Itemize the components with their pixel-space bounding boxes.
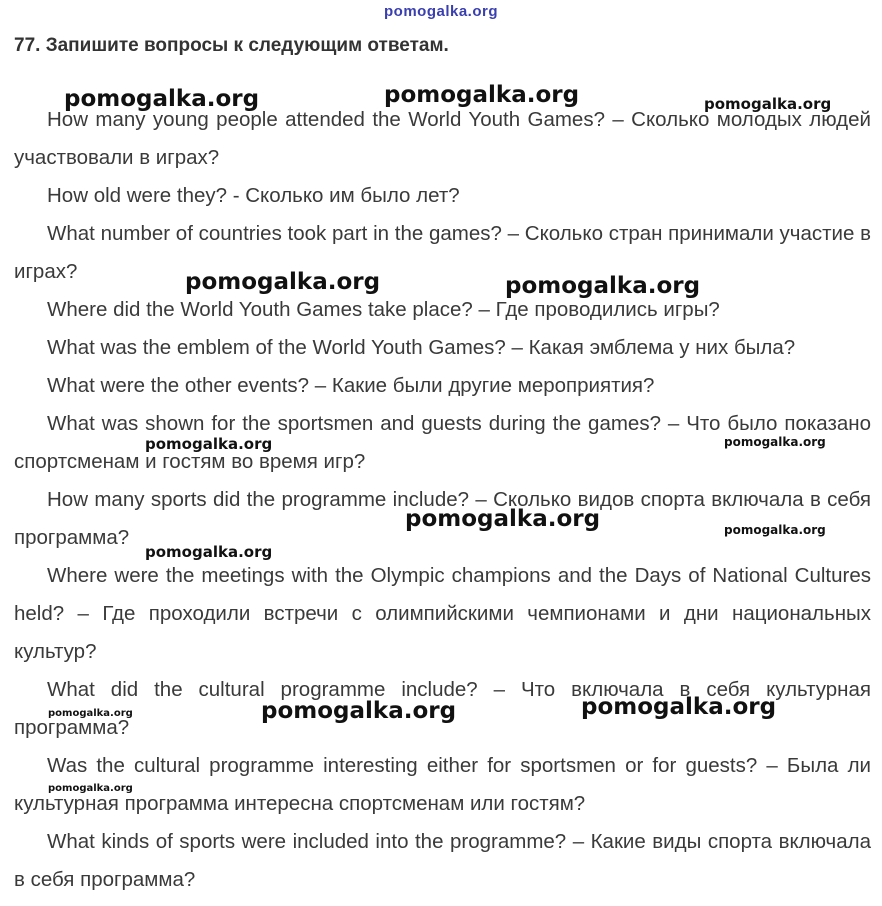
answers-list — [14, 101, 871, 899]
watermark: pomogalka.org — [581, 694, 777, 720]
watermark: pomogalka.org — [48, 708, 133, 719]
qa-paragraph: Was the cultural programme interesting either for sportsmen or for guests? – Была ли культурная программа интересна спортсменам или гостям? — [14, 754, 871, 815]
watermark: pomogalka.org — [48, 783, 133, 794]
watermark: pomogalka.org — [145, 543, 273, 561]
qa-paragraph: How many sports did the programme include? – Сколько видов спорта включала в себя программа? — [14, 488, 871, 549]
qa-paragraph: What were the other events? – Какие были другие мероприятия? — [47, 374, 655, 397]
qa-paragraph: What was shown for the sportsmen and guests during the games? – Что было показано спортсменам и гостям во время игр? — [14, 412, 871, 473]
qa-paragraph: Where did the World Youth Games take place? – Где проводились игры? — [47, 298, 720, 321]
watermark: pomogalka.org — [384, 82, 580, 108]
qa-paragraph: How old were they? - Сколько им было лет? — [47, 184, 460, 207]
watermark: pomogalka.org — [64, 86, 260, 112]
watermark: pomogalka.org — [724, 523, 826, 537]
watermark: pomogalka.org — [405, 506, 601, 532]
qa-paragraph: What was the emblem of the World Youth Games? – Какая эмблема у них была? — [47, 336, 796, 359]
qa-paragraph: How many young people attended the World Youth Games? – Сколько молодых людей участвовали в играх? — [14, 108, 871, 169]
watermark: pomogalka.org — [704, 95, 832, 113]
site-header-watermark: pomogalka.org — [384, 3, 499, 20]
watermark: pomogalka.org — [724, 435, 826, 449]
qa-paragraph: Where were the meetings with the Olympic champions and the Days of National Cultures held? – Где проходили встречи с олимпийскими чемпионами и дни национальных культур? — [14, 564, 871, 663]
exercise-title: 77. Запишите вопросы к следующим ответам. — [14, 35, 449, 56]
qa-paragraph: What kinds of sports were included into the programme? – Какие виды спорта включала в себя программа? — [14, 830, 871, 891]
watermark: pomogalka.org — [185, 269, 381, 295]
watermark: pomogalka.org — [261, 698, 457, 724]
qa-paragraph: What did the cultural programme include? – Что включала в себя культурная программа? — [14, 678, 871, 739]
watermark: pomogalka.org — [145, 435, 273, 453]
watermark: pomogalka.org — [505, 273, 701, 299]
qa-paragraph: What number of countries took part in the games? – Сколько стран принимали участие в играх? — [14, 222, 871, 283]
